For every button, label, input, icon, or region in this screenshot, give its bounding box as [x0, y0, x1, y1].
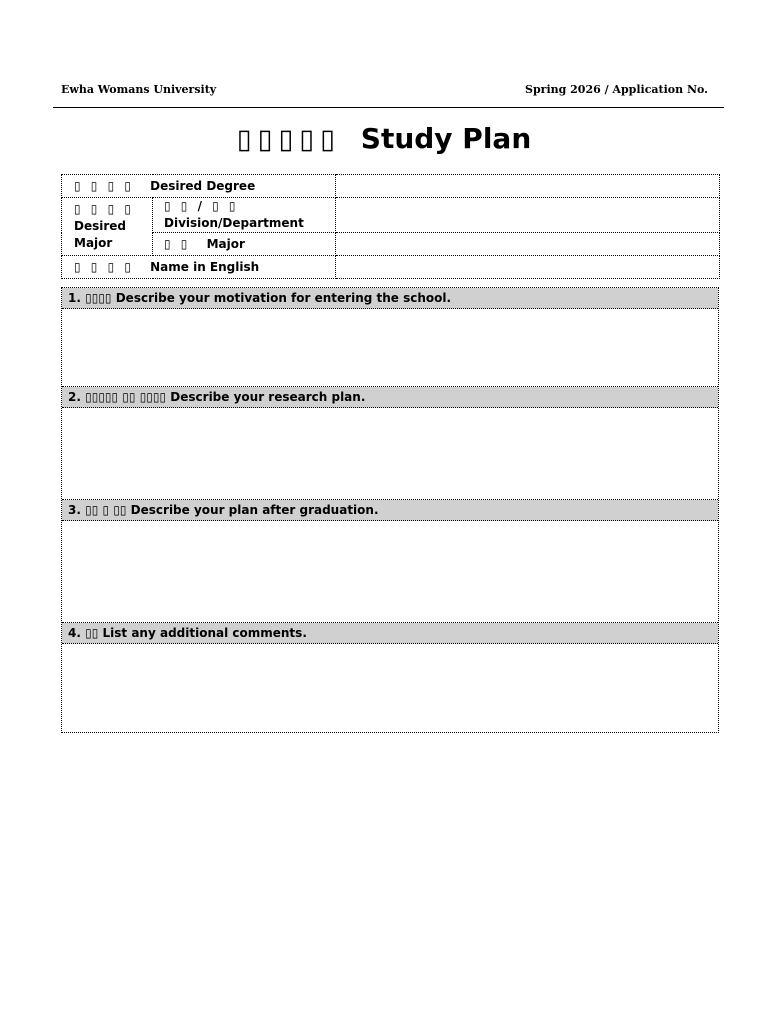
degree-row — [62, 175, 720, 198]
section-2-heading-en: Describe your research plan. — [170, 390, 366, 404]
section-4-heading-en: List any additional comments. — [102, 626, 307, 640]
section-2-number: 2. — [68, 390, 81, 404]
degree-label — [62, 175, 336, 198]
application-number-label: Spring 2026 / Application No. — [525, 83, 708, 96]
section-4-heading-ko: ▯▯ — [85, 626, 99, 640]
section-4-heading — [62, 623, 718, 644]
sub-major-field[interactable] — [336, 233, 720, 256]
degree-label-en: Desired Degree — [150, 179, 256, 193]
major-label-en-line2: Major — [74, 236, 113, 250]
name-label-en: Name in English — [150, 260, 260, 274]
page-title-english: Study Plan — [360, 122, 532, 155]
section-4-number: 4. — [68, 626, 81, 640]
page-title — [0, 122, 768, 155]
sub-major-label-en: Major — [206, 237, 245, 251]
research-plan-answer-field[interactable] — [62, 408, 718, 500]
section-1-heading-en: Describe your motivation for entering the school. — [115, 291, 452, 305]
page-title-korean: ▯▯▯▯▯ — [236, 124, 342, 155]
sub-major-label-ko: ▯ ▯ — [164, 237, 191, 251]
name-label-ko: ▯ ▯ ▯ ▯ — [74, 260, 134, 274]
major-label-en-line1: Desired — [74, 219, 127, 233]
section-3-number: 3. — [68, 503, 81, 517]
applicant-info-table — [61, 174, 720, 279]
major-label-ko: ▯ ▯ ▯ ▯ — [74, 202, 134, 216]
section-1-heading — [62, 288, 718, 309]
division-field[interactable] — [336, 198, 720, 233]
name-field[interactable] — [336, 256, 720, 279]
section-2-heading — [62, 387, 718, 408]
division-label — [153, 198, 336, 233]
degree-label-ko: ▯ ▯ ▯ ▯ — [74, 179, 134, 193]
section-2-heading-ko: ▯▯▯▯▯ ▯▯ ▯▯▯▯ — [85, 390, 167, 404]
division-row — [62, 198, 720, 233]
header-divider — [53, 107, 724, 108]
section-1-heading-ko: ▯▯▯▯ — [85, 291, 112, 305]
study-plan-sections — [61, 287, 719, 733]
division-label-ko: ▯ ▯ / ▯ ▯ — [164, 199, 239, 213]
division-label-en: Division/Department — [164, 216, 304, 230]
major-label — [62, 198, 153, 256]
name-row — [62, 256, 720, 279]
section-1-number: 1. — [68, 291, 81, 305]
name-label — [62, 256, 336, 279]
degree-field[interactable] — [336, 175, 720, 198]
graduation-plan-answer-field[interactable] — [62, 521, 718, 623]
section-3-heading-en: Describe your plan after graduation. — [130, 503, 379, 517]
sub-major-label — [153, 233, 336, 256]
section-3-heading-ko: ▯▯ ▯ ▯▯ — [85, 503, 127, 517]
motivation-answer-field[interactable] — [62, 309, 718, 387]
section-3-heading — [62, 500, 718, 521]
sub-major-row — [62, 233, 720, 256]
university-name: Ewha Womans University — [61, 83, 217, 96]
additional-comments-answer-field[interactable] — [62, 644, 718, 732]
